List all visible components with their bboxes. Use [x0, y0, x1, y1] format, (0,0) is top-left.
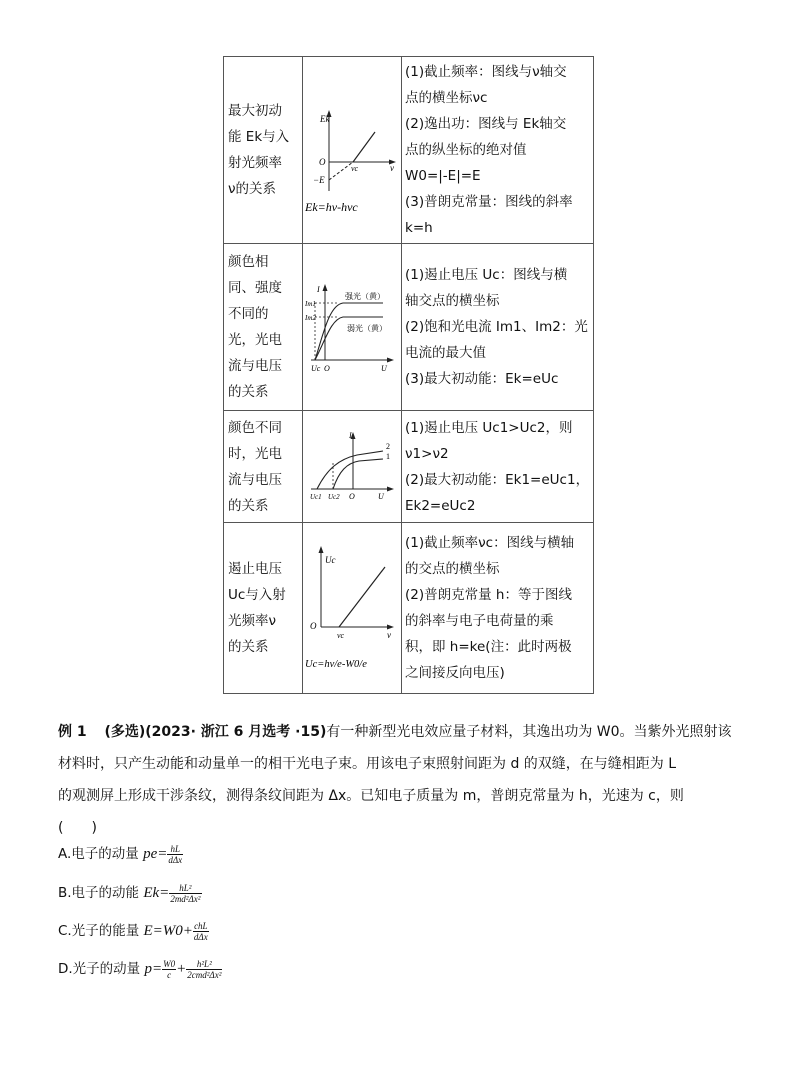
stem-line: 有一种新型光电效应量子材料，其逸出功为 W0。当紫外光照射该	[326, 724, 732, 740]
row-label: 遏止电压 Uc与入射 光频率ν 的关系	[224, 523, 303, 694]
relation-table	[223, 56, 594, 694]
tick-label: νc	[351, 164, 359, 173]
table-row	[224, 523, 594, 694]
graph-cell	[303, 523, 402, 694]
option-a[interactable]: A.电子的动量 pe= $\frac{hL}{\text{dΔx}}$	[58, 843, 183, 865]
multi-select-tag: (多选)	[104, 724, 146, 740]
origin-label: O	[319, 157, 326, 167]
y-axis-label: Ek	[320, 114, 330, 124]
x-axis-label: ν	[387, 630, 391, 640]
option-c[interactable]: C.光子的能量 E=W0+ $\frac{\text{chL}}{\text{dΔx}}$	[58, 920, 208, 942]
row-notes: (1)遏止电压 Uc：图线与横 轴交点的横坐标 (2)饱和光电流 Im1、Im2：光 电流的最大值 (3)最大初动能：Ek=eUc	[402, 244, 594, 411]
table-row	[224, 57, 594, 244]
stem-line: 材料时，只产生动能和动量单一的相干光电子束。用该电子束照射间距为 d 的双缝，在与缝相距为 L	[58, 756, 677, 772]
y-axis-label: Uc	[325, 555, 336, 565]
option-d[interactable]: D.光子的动量 p= $\frac{W0}{c}$ + $\frac{\text{h²L²}}{\text{2cmd²Δx²}}$	[58, 958, 222, 980]
uc-label: Uc	[311, 364, 321, 373]
answer-blank: ( )	[58, 820, 97, 836]
row-notes: (1)截止频率νc：图线与横轴 的交点的横坐标 (2)普朗克常量 h：等于图线 的斜率与电子电荷量的乘 积，即 h=ke(注：此时两极 之间接反向电压)	[402, 523, 594, 694]
y-axis-label: I	[317, 285, 320, 294]
im1-label: Im1	[305, 300, 316, 308]
table-row	[224, 411, 594, 523]
origin-label: O	[310, 621, 317, 631]
tick-label: νc	[337, 631, 345, 640]
curve-1-label: 1	[386, 451, 390, 461]
uc2-label: Uc2	[328, 492, 340, 501]
x-axis-label: U	[381, 364, 387, 373]
x-axis-label: ν	[390, 163, 394, 173]
origin-label: O	[349, 491, 355, 501]
current-voltage-graph	[303, 265, 401, 385]
option-b[interactable]: B.电子的动能 Ek= $\frac{\text{hL²}}{\text{2md²Δx²}}$	[58, 882, 201, 904]
formula: Ek=hν-hνc	[305, 200, 358, 214]
row-label: 最大初动 能 Ek与入 射光频率 ν的关系	[224, 57, 303, 244]
graph-cell	[303, 57, 402, 244]
example-stem	[58, 716, 734, 844]
curve-2-label: 2	[386, 441, 390, 451]
example-label: 例 1	[58, 724, 87, 740]
x-axis-label: U	[378, 491, 384, 501]
row-notes: (1)遏止电压 Uc1>Uc2，则 ν1>ν2 (2)最大初动能：Ek1=eUc1， Ek2=eUc2	[402, 411, 594, 523]
im2-label: Im2	[305, 314, 316, 322]
y-axis-label: I	[349, 430, 352, 440]
example-problem	[58, 716, 734, 844]
graph-cell	[303, 244, 402, 411]
row-label: 颜色不同 时，光电 流与电压 的关系	[224, 411, 303, 523]
table-row	[224, 244, 594, 411]
uc1-label: Uc1	[310, 492, 322, 501]
stem-line: 的观测屏上形成干涉条纹，测得条纹间距为 Δx。已知电子质量为 m，普朗克常量为 h，光速为 c，则	[58, 788, 684, 804]
row-notes: (1)截止频率：图线与ν轴交 点的横坐标νc (2)逸出功：图线与 Ek轴交 点的纵坐标的绝对值 W0=|-E|=E (3)普朗克常量：图线的斜率 k=h	[402, 57, 594, 244]
strong-light-label: 强光（黄）	[345, 292, 385, 301]
neg-label: −E	[313, 175, 325, 185]
graph-cell	[303, 411, 402, 523]
ek-frequency-graph	[303, 73, 401, 223]
origin-label: O	[324, 364, 330, 373]
color-current-voltage-graph	[303, 425, 401, 505]
row-label: 颜色相 同、强度 不同的 光，光电 流与电压 的关系	[224, 244, 303, 411]
uc-frequency-graph	[303, 531, 401, 681]
formula: Uc=hν/e-W0/e	[305, 659, 367, 670]
weak-light-label: 弱光（黄）	[347, 324, 387, 333]
source-tag: (2023· 浙江 6 月选考 ·15)	[145, 724, 327, 740]
